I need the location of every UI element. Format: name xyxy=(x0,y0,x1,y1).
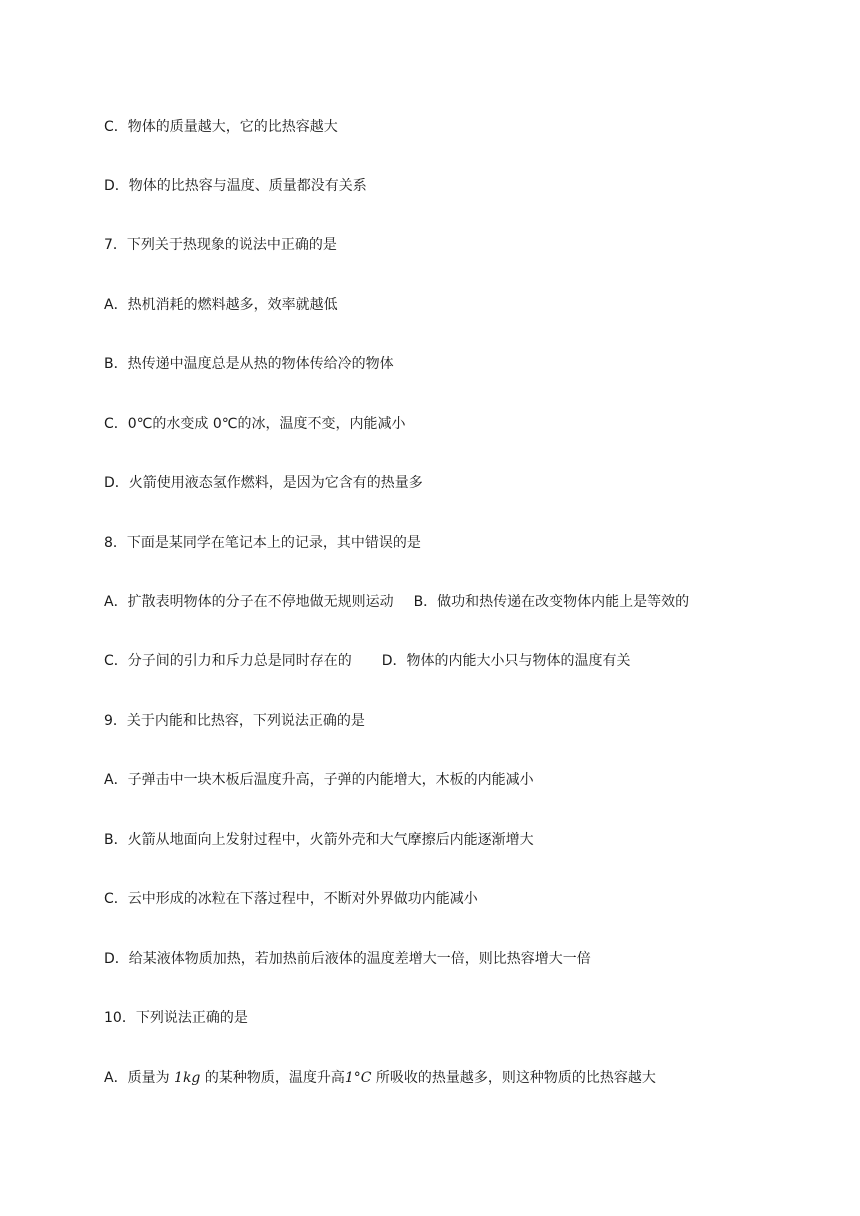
q8-option-a: A．扩散表明物体的分子在不停地做无规则运动 xyxy=(104,594,394,610)
q8-options-row-1 xyxy=(104,592,689,612)
q10-option-a-prefix: A．质量为 xyxy=(104,1070,175,1086)
q7-option-b: B．热传递中温度总是从热的物体传给冷的物体 xyxy=(104,356,394,372)
q6-option-c: C．物体的质量越大，它的比热容越大 xyxy=(104,119,338,135)
q8-option-b: B．做功和热传递在改变物体内能上是等效的 xyxy=(413,594,690,610)
q8-stem: 8．下面是某同学在笔记本上的记录，其中错误的是 xyxy=(104,535,421,551)
mass-formula: 1kg xyxy=(174,1070,201,1086)
q10-stem: 10．下列说法正确的是 xyxy=(104,1010,248,1026)
q9-option-b: B．火箭从地面向上发射过程中，火箭外壳和大气摩擦后内能逐渐增大 xyxy=(104,832,534,848)
q7-option-d: D．火箭使用液态氢作燃料，是因为它含有的热量多 xyxy=(104,475,423,491)
q7-option-c: C．0℃的水变成 0℃的冰，温度不变，内能减小 xyxy=(104,416,406,432)
q10-option-a xyxy=(104,1068,656,1088)
q9-option-c: C．云中形成的冰粒在下落过程中，不断对外界做功内能减小 xyxy=(104,891,478,907)
q8-options-row-2 xyxy=(104,651,631,671)
q6-option-d: D．物体的比热容与温度、质量都没有关系 xyxy=(104,178,367,194)
q9-stem: 9．关于内能和比热容，下列说法正确的是 xyxy=(104,713,365,729)
q8-option-d: D．物体的内能大小只与物体的温度有关 xyxy=(381,653,631,669)
q10-option-a-middle: 的某种物质，温度升高 xyxy=(200,1070,345,1086)
q8-option-c: C．分子间的引力和斥力总是同时存在的 xyxy=(104,653,352,669)
q10-option-a-suffix: 所吸收的热量越多，则这种物质的比热容越大 xyxy=(371,1070,656,1086)
q7-stem: 7．下列关于热现象的说法中正确的是 xyxy=(104,237,337,253)
q9-option-a: A．子弹击中一块木板后温度升高，子弹的内能增大，木板的内能减小 xyxy=(104,772,534,788)
q7-option-a: A．热机消耗的燃料越多，效率就越低 xyxy=(104,297,338,313)
q9-option-d: D．给某液体物质加热，若加热前后液体的温度差增大一倍，则比热容增大一倍 xyxy=(104,951,591,967)
temperature-formula: 1°C xyxy=(344,1070,372,1086)
